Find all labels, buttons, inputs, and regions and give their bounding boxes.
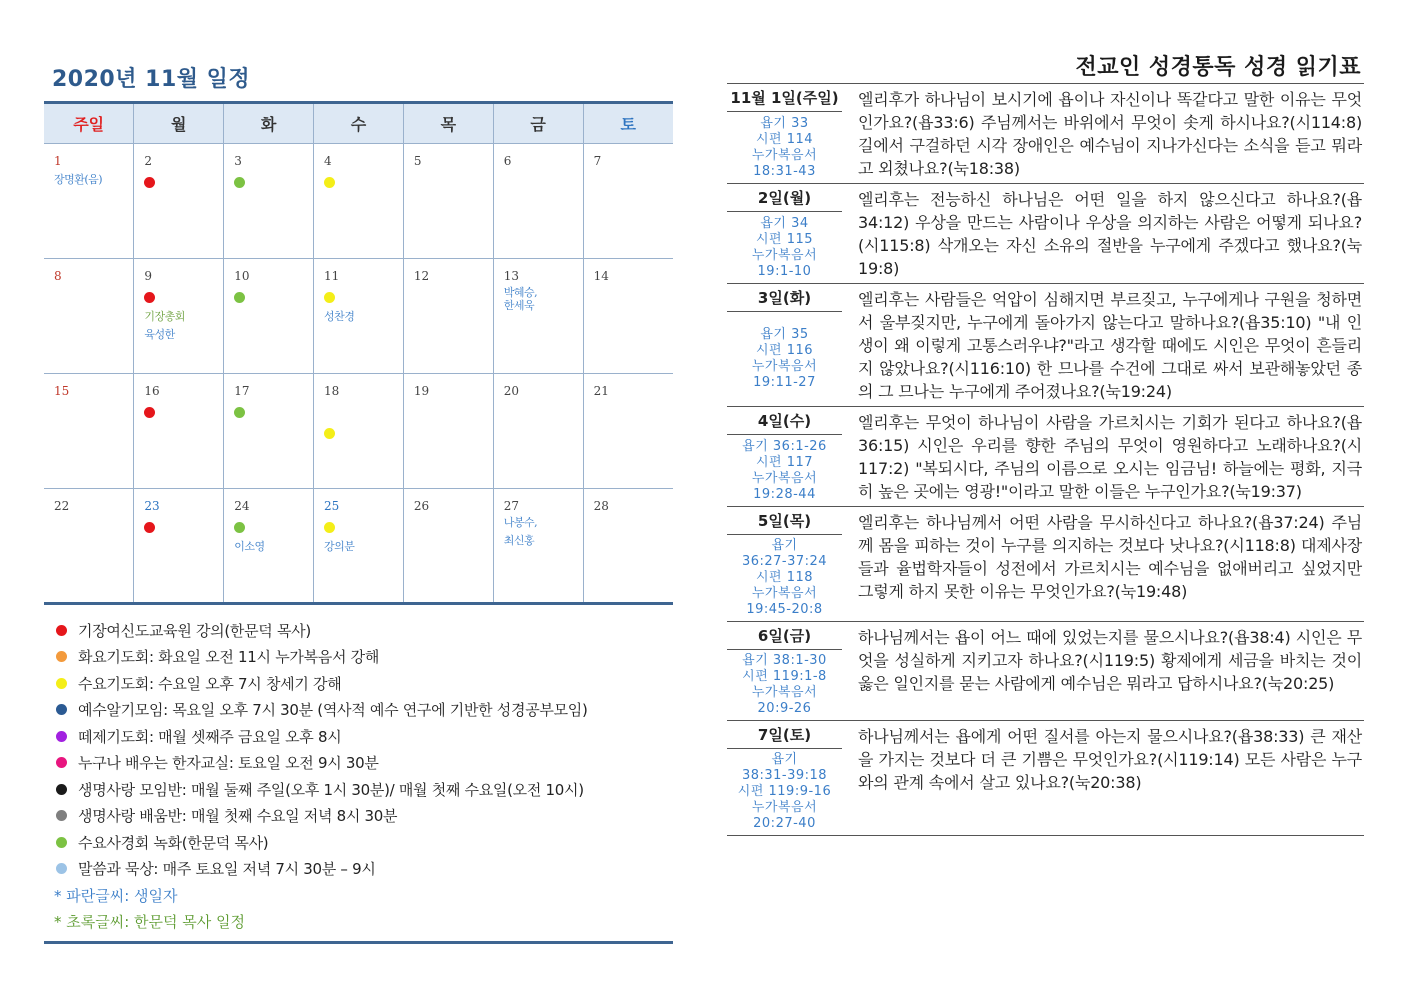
- day-number: 28: [593, 499, 609, 513]
- reading-ref: 욥기 36:1-26: [742, 438, 827, 454]
- reading-refs: [727, 112, 842, 183]
- reading-left-cell: [727, 507, 842, 621]
- reading-row: [727, 284, 1364, 407]
- reading-row: [727, 184, 1364, 284]
- day-number: 7: [593, 154, 602, 168]
- day-number: 23: [144, 499, 160, 513]
- reading-ref: 19:28-44: [753, 486, 816, 502]
- weekday-header-row: [44, 103, 673, 144]
- calendar-day-cell: [134, 374, 224, 489]
- green-event-dot-icon: [234, 177, 245, 188]
- legend-item: [56, 723, 673, 750]
- calendar-day-cell: [314, 489, 404, 604]
- calendar-day-cell: [44, 259, 134, 374]
- calendar-day-cell: [493, 489, 583, 604]
- calendar-week-1: [44, 144, 673, 259]
- day-number: 17: [234, 384, 250, 398]
- reading-refs: [727, 650, 842, 720]
- reading-questions: 엘리후가 하나님이 보시기에 욥이나 자신이나 똑같다고 말한 이유는 무엇인가요?(욥33:6) 주님께서는 바위에서 무엇이 솟게 하시나요?(시114:8) 길에서 구걸하던 시각 장애인은 예수님이 지나가신다는 소식을 듣고 뭐라고 외쳤나요?(눅18:38): [858, 90, 1362, 178]
- reading-left-cell: [727, 622, 842, 720]
- day-number: 3: [234, 154, 242, 168]
- calendar-day-cell: [44, 489, 134, 604]
- reading-ref: 욥기 34: [760, 215, 809, 231]
- legend-item: [56, 670, 673, 697]
- legend-text: 수요사경회 녹화(한문덕 목사): [78, 833, 269, 852]
- yellow-event-dot-icon: [324, 428, 335, 439]
- reading-left-cell: [727, 184, 842, 283]
- legend-text: 화요기도회: 화요일 오전 11시 누가복음서 강해: [78, 648, 380, 667]
- legend-text: 기장여신도교육원 강의(한문덕 목사): [78, 621, 311, 640]
- reading-row: [727, 84, 1364, 184]
- reading-refs: [727, 312, 842, 406]
- day-number: 9: [144, 269, 152, 283]
- legend-dot-icon: [56, 625, 67, 636]
- calendar-week-4: [44, 489, 673, 604]
- reading-questions: 하나님께서는 욥에게 어떤 질서를 아는지 물으시나요?(욥38:33) 큰 재산을 가지는 것보다 더 큰 기쁨은 무엇인가요?(시119:14) 모든 사람은 누구와의 관계 속에서 살고 있나요?(눅20:38): [858, 727, 1362, 792]
- red-event-dot-icon: [144, 407, 155, 418]
- legend-text: 예수알기모임: 목요일 오후 7시 30분 (역사적 예수 연구에 기반한 성경공부모임): [78, 701, 588, 720]
- day-number: 8: [54, 269, 62, 283]
- legend-item: [56, 617, 673, 644]
- day-number: 1: [54, 154, 62, 168]
- reading-ref: 누가복음서: [751, 359, 818, 374]
- legend-dot-icon: [56, 704, 67, 715]
- birthday-note: 강의분: [324, 540, 355, 553]
- birthday-note: 장명환(음): [54, 173, 103, 186]
- reading-ref: 욥기: [771, 752, 798, 767]
- weekday-thursday: 목: [403, 103, 493, 144]
- calendar-day-cell: [314, 374, 404, 489]
- reading-row: [727, 507, 1364, 622]
- reading-day: 7일(토): [727, 721, 842, 749]
- legend-dot-icon: [56, 757, 67, 768]
- birthday-note: 한세욱: [503, 299, 535, 312]
- calendar-day-cell: [134, 144, 224, 259]
- day-number: 14: [593, 269, 609, 283]
- reading-ref: 20:27-40: [753, 816, 816, 831]
- monthly-calendar: [44, 101, 673, 605]
- reading-ref: 누가복음서: [751, 800, 818, 815]
- calendar-day-cell: [493, 144, 583, 259]
- legend-dot-icon: [56, 863, 67, 874]
- weekday-friday: 금: [493, 103, 583, 144]
- calendar-day-cell: [403, 144, 493, 259]
- day-number: 27: [503, 499, 519, 513]
- legend-item: [56, 803, 673, 830]
- reading-row: [727, 721, 1364, 836]
- reading-ref: 시편 119:9-16: [737, 784, 832, 799]
- reading-day: 6일(금): [727, 622, 842, 650]
- day-number: 16: [144, 384, 160, 398]
- calendar-week-2: [44, 259, 673, 374]
- reading-ref: 36:27-37:24: [741, 554, 828, 569]
- day-number: 19: [413, 384, 430, 398]
- yellow-event-dot-icon: [324, 292, 335, 303]
- legend-text: 생명사랑 모임반: 매월 둘째 주일(오후 1시 30분)/ 매월 첫째 수요일(오전 10시): [78, 780, 584, 799]
- reading-refs: [727, 435, 842, 506]
- birthday-note: 최신홍: [503, 534, 535, 547]
- day-number: 18: [324, 384, 340, 398]
- birthday-note: 육성한: [144, 328, 175, 341]
- calendar-day-cell: [44, 144, 134, 259]
- calendar-day-cell: [224, 259, 314, 374]
- day-number: 25: [324, 499, 340, 513]
- calendar-week-3: [44, 374, 673, 489]
- green-event-dot-icon: [234, 522, 245, 533]
- birthday-note: 나봉수,: [503, 516, 538, 529]
- legend-dot-icon: [56, 731, 67, 742]
- calendar-day-cell: [224, 489, 314, 604]
- day-number: 12: [413, 269, 430, 283]
- calendar-day-cell: [314, 259, 404, 374]
- calendar-day-cell: [224, 144, 314, 259]
- legend-dot-icon: [56, 651, 67, 662]
- calendar-day-cell: [493, 259, 583, 374]
- calendar-day-cell: [403, 259, 493, 374]
- birthday-note: 박혜승,: [503, 286, 538, 299]
- legend-dot-icon: [56, 810, 67, 821]
- day-number: 13: [503, 269, 519, 283]
- day-number: 15: [54, 384, 70, 398]
- reading-left-cell: [727, 721, 842, 835]
- reading-questions: 엘리후는 무엇이 하나님이 사람을 가르치시는 기회가 된다고 하나요?(욥36:15) 시인은 우리를 향한 주님의 무엇이 영원하다고 노래하나요?(시117:2) "복되시다, 주님의 이름으로 오시는 임금님! 하늘에는 평화, 지극히 높은 곳에는 영광!"이라고 말한 이들은 누구인가요?(눅19:37): [858, 413, 1362, 501]
- day-number: 26: [413, 499, 430, 513]
- reading-refs: [727, 535, 842, 621]
- reading-day: 3일(화): [727, 284, 842, 312]
- reading-ref: 시편 119:1-8: [742, 669, 827, 684]
- reading-ref: 누가복음서: [751, 685, 818, 700]
- footnote-pastor-schedule: * 초록글씨: 한문덕 목사 일정: [54, 913, 246, 932]
- reading-ref: 시편 114: [755, 131, 814, 147]
- calendar-day-cell: [583, 259, 673, 374]
- red-event-dot-icon: [144, 292, 155, 303]
- reading-ref: 욥기 33: [760, 115, 809, 131]
- day-number: 4: [324, 154, 332, 168]
- reading-questions: 엘리후는 하나님께서 어떤 사람을 무시하신다고 하나요?(욥37:24) 주님께 몸을 피하는 것이 누구를 의지하는 것보다 낫나요?(시118:8) 대제사장들과 율법학자들이 성전에서 가르치시는 예수님을 없애버리고 싶었지만 그렇게 하지 못한 이유는 무엇인가요?(눅19:48): [858, 513, 1362, 601]
- red-event-dot-icon: [144, 177, 155, 188]
- legend-dot-icon: [56, 678, 67, 689]
- reading-ref: 시편 118: [755, 570, 814, 585]
- reading-ref: 시편 116: [755, 343, 814, 358]
- day-number: 11: [324, 269, 340, 283]
- day-number: 22: [54, 499, 70, 513]
- reading-left-cell: [727, 84, 842, 183]
- day-number: 10: [234, 269, 250, 283]
- reading-ref: 20:9-26: [757, 701, 812, 716]
- weekday-sunday: 주일: [44, 103, 134, 144]
- calendar-day-cell: [44, 374, 134, 489]
- reading-left-cell: [727, 407, 842, 506]
- reading-ref: 19:1-10: [757, 263, 812, 279]
- reading-refs: [727, 212, 842, 283]
- weekday-wednesday: 수: [314, 103, 404, 144]
- calendar-page-title: 2020년 11월 일정: [52, 67, 251, 92]
- reading-ref: 욥기 35: [760, 327, 809, 342]
- calendar-day-cell: [224, 374, 314, 489]
- calendar-day-cell: [583, 374, 673, 489]
- reading-day: 5일(목): [727, 507, 842, 535]
- reading-ref: 누가복음서: [751, 147, 818, 163]
- reading-ref: 38:31-39:18: [741, 768, 828, 783]
- green-event-dot-icon: [234, 407, 245, 418]
- legend-item: [56, 829, 673, 856]
- calendar-day-cell: [134, 489, 224, 604]
- schedule-legend: [44, 613, 673, 944]
- calendar-day-cell: [134, 259, 224, 374]
- reading-questions: 하나님께서는 욥이 어느 때에 있었는지를 물으시나요?(욥38:4) 시인은 무엇을 성실하게 지키고자 하나요?(시119:5) 황제에게 세금을 바치는 것이 옳은 일인지를 묻는 사람에게 예수님은 뭐라고 답하시나요?(눅20:25): [858, 628, 1362, 693]
- legend-item: [56, 644, 673, 671]
- legend-item: [56, 750, 673, 777]
- legend-dot-icon: [56, 784, 67, 795]
- calendar-day-cell: [583, 144, 673, 259]
- weekday-tuesday: 화: [224, 103, 314, 144]
- reading-left-cell: [727, 284, 842, 406]
- legend-item: [56, 697, 673, 724]
- reading-ref: 19:11-27: [753, 375, 816, 390]
- reading-ref: 누가복음서: [751, 586, 818, 601]
- reading-day: 11월 1일(주일): [727, 84, 842, 112]
- day-number: 2: [144, 154, 152, 168]
- day-number: 6: [503, 154, 512, 168]
- legend-item: [56, 856, 673, 883]
- calendar-day-cell: [403, 374, 493, 489]
- day-number: 21: [593, 384, 609, 398]
- green-event-dot-icon: [234, 292, 245, 303]
- legend-text: 말씀과 묵상: 매주 토요일 저녁 7시 30분 – 9시: [78, 860, 376, 879]
- calendar-day-cell: [493, 374, 583, 489]
- day-number: 24: [234, 499, 250, 513]
- legend-item: [56, 776, 673, 803]
- reading-ref: 욥기 38:1-30: [742, 653, 827, 668]
- legend-text: 떼제기도회: 매월 셋째주 금요일 오후 8시: [78, 727, 342, 746]
- legend-text: 수요기도회: 수요일 오후 7시 창세기 강해: [78, 674, 342, 693]
- reading-plan-table: [727, 83, 1364, 836]
- day-number: 20: [503, 384, 519, 398]
- red-event-dot-icon: [144, 522, 155, 533]
- calendar-day-cell: [403, 489, 493, 604]
- reading-questions: 엘리후는 사람들은 억압이 심해지면 부르짖고, 누구에게나 구원을 청하면서 울부짖지만, 누구에게 돌아가지 않는다고 말하나요?(욥35:10) "내 인생이 왜 이렇게 고통스러우냐?"라고 생각할 때에도 시인은 무엇이 흔들리지 않았나요?(시116:10) 한 므나를 수건에 그대로 싸서 보관해놓았던 종의 그 므나는 누구에게 주어졌나요?(눅19:24): [858, 290, 1362, 401]
- day-number: 5: [413, 154, 422, 168]
- reading-ref: 누가복음서: [751, 247, 818, 263]
- reading-ref: 시편 115: [755, 231, 814, 247]
- legend-text: 누구나 배우는 한자교실: 토요일 오전 9시 30분: [78, 754, 379, 773]
- reading-day: 2일(월): [727, 184, 842, 212]
- pastor-schedule-note: 기장총회: [144, 310, 185, 323]
- reading-plan-title: 전교인 성경통독 성경 읽기표: [1075, 55, 1361, 80]
- reading-row: [727, 407, 1364, 507]
- birthday-note: 성찬경: [324, 310, 355, 323]
- footnote-birthday: * 파란글씨: 생일자: [54, 886, 178, 905]
- calendar-day-cell: [583, 489, 673, 604]
- reading-ref: 욥기: [771, 538, 798, 553]
- reading-ref: 시편 117: [755, 454, 814, 470]
- reading-questions: 엘리후는 전능하신 하나님은 어떤 일을 하지 않으신다고 하나요?(욥34:12) 우상을 만드는 사람이나 우상을 의지하는 사람은 어떻게 되나요?(시115:8) 삭개오는 자신 소유의 절반을 누구에게 주겠다고 했나요?(눅19:8): [858, 190, 1362, 278]
- birthday-note: 이소영: [234, 540, 265, 553]
- calendar-day-cell: [314, 144, 404, 259]
- reading-day: 4일(수): [727, 407, 842, 435]
- yellow-event-dot-icon: [324, 522, 335, 533]
- legend-dot-icon: [56, 837, 67, 848]
- legend-text: 생명사랑 배움반: 매월 첫째 수요일 저녁 8시 30분: [78, 807, 398, 826]
- reading-ref: 19:45-20:8: [746, 602, 823, 617]
- reading-refs: [727, 749, 842, 835]
- weekday-saturday: 토: [583, 103, 673, 144]
- weekday-monday: 월: [134, 103, 224, 144]
- legend-list: [44, 613, 673, 882]
- yellow-event-dot-icon: [324, 177, 335, 188]
- reading-row: [727, 622, 1364, 721]
- reading-ref: 누가복음서: [751, 470, 818, 486]
- reading-ref: 18:31-43: [753, 163, 816, 179]
